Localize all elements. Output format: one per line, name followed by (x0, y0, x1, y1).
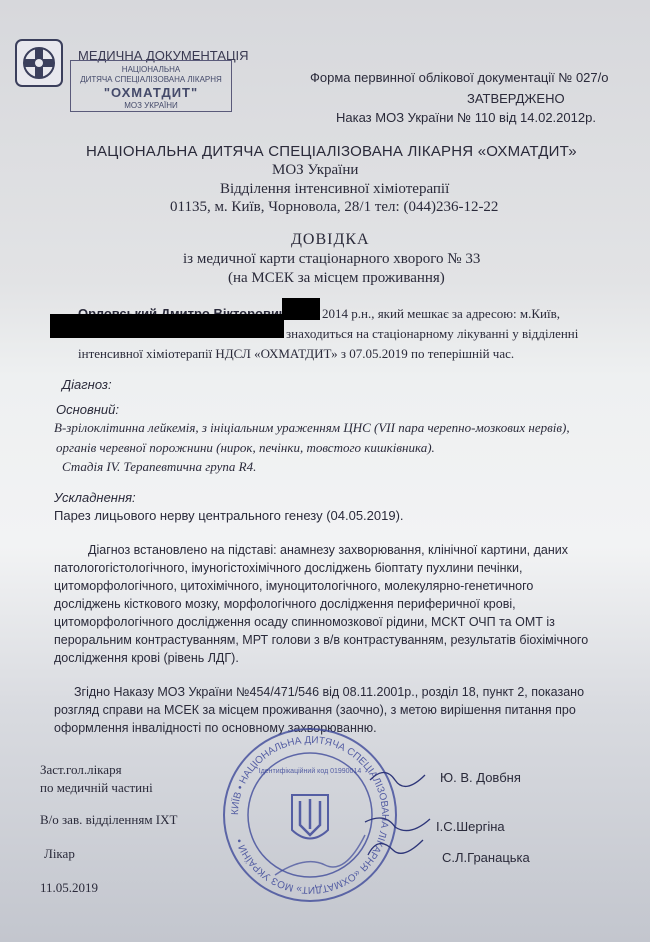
complication-label: Ускладнення: (54, 490, 136, 505)
stamp-line-1: НАЦІОНАЛЬНА (121, 65, 181, 74)
signer-1-title-line-1: Заст.гол.лікаря (40, 762, 122, 777)
stamp-line-3: МОЗ УКРАЇНИ (124, 101, 178, 110)
diagnosis-line-1: В-зрілоклітинна лейкемія, з ініціальним ураженням ЦНС (VII пара черепно-мозкових нервів), (54, 420, 570, 435)
diagnosis-label: Діагноз: (62, 377, 112, 392)
order-line-1: Згідно Наказу МОЗ України №454/471/546 від 08.11.2001р., розділ 18, пункт 2, показано (74, 685, 585, 699)
ministry: МОЗ України (272, 162, 359, 178)
order-line-3: оформлення інвалідності по основному захворюванню. (54, 721, 377, 735)
trident-emblem-icon (292, 795, 328, 839)
basis-line-3: цитоморфологічного, цитохімічного, імуноцитологічного, молекулярно-генетичного (54, 579, 534, 593)
diagnosis-line-3: Стадія IV. Терапевтична група R4. (62, 459, 257, 474)
stamp-header-text: МЕДИЧНА ДОКУМЕНТАЦІЯ (78, 48, 249, 63)
stamp-name: "ОХМАТДИТ" (103, 85, 199, 100)
department: Відділення інтенсивної хіміотерапії (220, 181, 450, 197)
signer-3-name: С.Л.Гранацька (442, 850, 530, 865)
order-reference: Наказ МОЗ України № 110 від 14.02.2012р. (336, 110, 596, 125)
basis-line-1: Діагноз встановлено на підставі: анамнезу захворювання, клінічної картини, даних (88, 543, 569, 557)
hospital-stamp (70, 60, 232, 112)
institution-name: НАЦІОНАЛЬНА ДИТЯЧА СПЕЦІАЛІЗОВАНА ЛІКАРНЯ «ОХМАТДИТ» (86, 143, 577, 160)
patient-line-2: знаходиться на стаціонарному лікуванні у відділенні (286, 326, 579, 341)
diagnosis-line-2: органів черевної порожнини (нирок, печінки, товстого кишківника). (56, 440, 435, 455)
signer-2-title: В/о зав. відділенням ІХТ (40, 812, 178, 827)
basis-line-4: досліджень кісткового мозку, морфологічного дослідження периферичної крові, (54, 597, 516, 611)
patient-line-1: 2014 р.н., який мешкає за адресою: м.Київ, (322, 306, 560, 321)
round-stamp-code: Ідентифікаційний код 01990014 (258, 768, 362, 775)
patient-line-3: інтенсивної хіміотерапії НДСЛ «ОХМАТДИТ» з 07.05.2019 по теперішній час. (78, 346, 515, 361)
round-stamp-ring-text: КИЇВ • НАЦІОНАЛЬНА ДИТЯЧА СПЕЦІАЛІЗОВАНА ЛІКАРНЯ «ОХМАТДИТ» МОЗ УКРАЇНИ • (229, 734, 391, 896)
basis-line-7: дослідження крові (рівень ЛДГ). (54, 651, 239, 665)
basis-line-5: цитоморфологічного дослідження осаду спинномозкової рідини, МСКТ ОЧП та ОМТ із (54, 615, 555, 629)
hospital-logo-icon (14, 38, 64, 88)
main-diagnosis-label: Основний: (56, 402, 120, 417)
document-subtitle-2: (на МСЕК за місцем проживання) (228, 270, 445, 286)
signer-1-title-line-2: по медичній частині (40, 780, 153, 795)
basis-line-6: пероральним контрастуванням, МРТ голови з в/в контрастуванням, результатів біохімічного (54, 633, 589, 647)
stamp-line-2: ДИТЯЧА СПЕЦІАЛІЗОВАНА ЛІКАРНЯ (80, 75, 222, 84)
complication-text: Парез лицьового нерву центрального генезу (04.05.2019). (54, 508, 404, 523)
document-date: 11.05.2019 (40, 880, 99, 895)
order-line-2: розгляд справи на МСЕК за місцем проживання (заочно), з метою вирішення питання про (54, 703, 576, 717)
handwritten-signatures (360, 760, 440, 870)
address: 01135, м. Київ, Чорновола, 28/1 тел: (044)236-12-22 (170, 199, 499, 215)
approved-label: ЗАТВЕРДЖЕНО (467, 91, 565, 106)
redaction-birthdate (282, 298, 320, 320)
document-title: ДОВІДКА (291, 231, 370, 248)
form-title: Форма первинної облікової документації № 027/о (310, 70, 609, 85)
basis-line-2: патологогістологічного, імуногістохімічного досліджень біоптату пухлини печінки, (54, 561, 523, 575)
document-subtitle-1: із медичної карти стаціонарного хворого № 33 (183, 251, 481, 267)
signer-1-name: Ю. В. Довбня (440, 770, 521, 785)
signer-3-title: Лікар (44, 846, 75, 861)
redaction-address (50, 314, 284, 338)
signer-2-name: І.С.Шергіна (436, 819, 505, 834)
